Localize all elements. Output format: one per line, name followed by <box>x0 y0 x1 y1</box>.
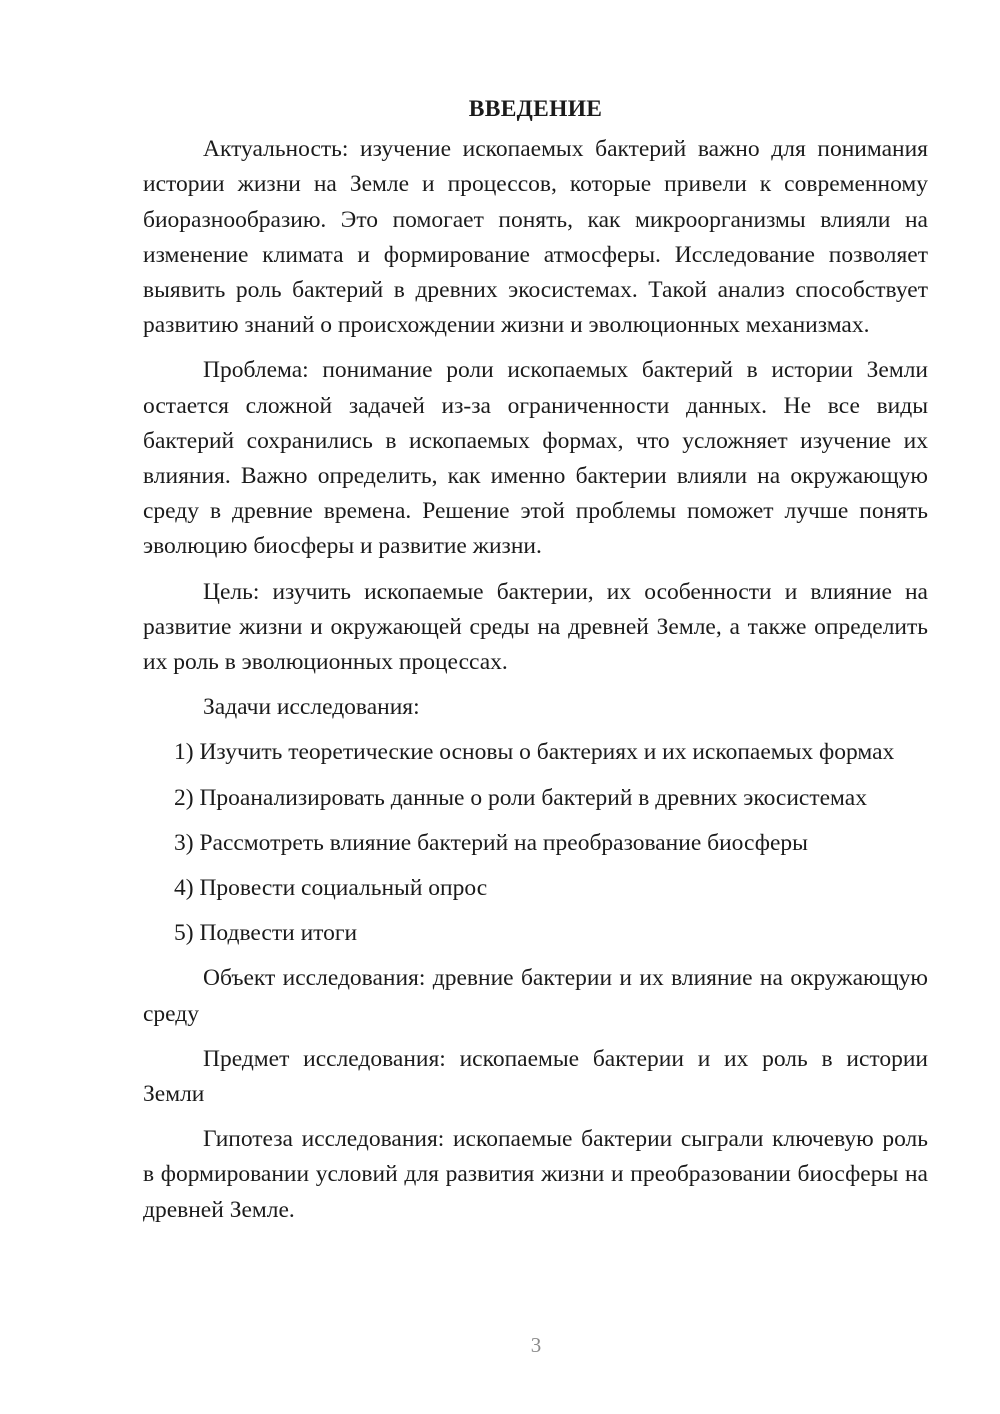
hypothesis-paragraph: Гипотеза исследования: ископаемые бактерии сыграли ключевую роль в формировании условий для развития жизни и преобразовании биосферы на древней Земле. <box>143 1126 928 1223</box>
page-number: 3 <box>530 1333 542 1357</box>
section-title: ВВЕДЕНИЕ <box>468 96 603 122</box>
goal-paragraph: Цель: изучить ископаемые бактерии, их особенности и влияние на развитие жизни и окружающей среды на древней Земле, а также определить их роль в эволюционных процессах. <box>143 578 928 676</box>
tasks-heading: Задачи исследования: <box>203 694 420 721</box>
task-item-5: 5) Подвести итоги <box>174 920 358 947</box>
task-item-2: 2) Проанализировать данные о роли бактерий в древних экосистемах <box>174 784 867 811</box>
subject-paragraph: Предмет исследования: ископаемые бактерии и их роль в истории Земли <box>143 1045 928 1108</box>
task-item-1: 1) Изучить теоретические основы о бактериях и их ископаемых формах <box>174 739 895 766</box>
object-paragraph: Объект исследования: древние бактерии и их влияние на окружающую среду <box>143 965 928 1027</box>
task-item-4: 4) Провести социальный опрос <box>174 875 488 902</box>
problem-paragraph: Проблема: понимание роли ископаемых бактерий в истории Земли остается сложной задачей из-за ограниченности данных. Не все виды бактерий сохранились в ископаемых формах, что усложняет изучение их влияния. Важно определить, как именно бактерии влияли на окружающую среду в древние времена. Решение этой проблемы поможет лучше понять эволюцию биосферы и развитие жизни. <box>143 357 928 560</box>
page-content <box>143 92 928 1228</box>
task-item-3: 3) Рассмотреть влияние бактерий на преобразование биосферы <box>174 829 808 856</box>
relevance-paragraph: Актуальность: изучение ископаемых бактерий важно для понимания истории жизни на Земле и процессов, которые привели к современному биоразнообразию. Это помогает понять, как микроорганизмы влияли на изменение климата и формирование атмосферы. Исследование позволяет выявить роль бактерий в древних экосистемах. Такой анализ способствует развитию знаний о происхождении жизни и эволюционных механизмах. <box>143 136 928 339</box>
